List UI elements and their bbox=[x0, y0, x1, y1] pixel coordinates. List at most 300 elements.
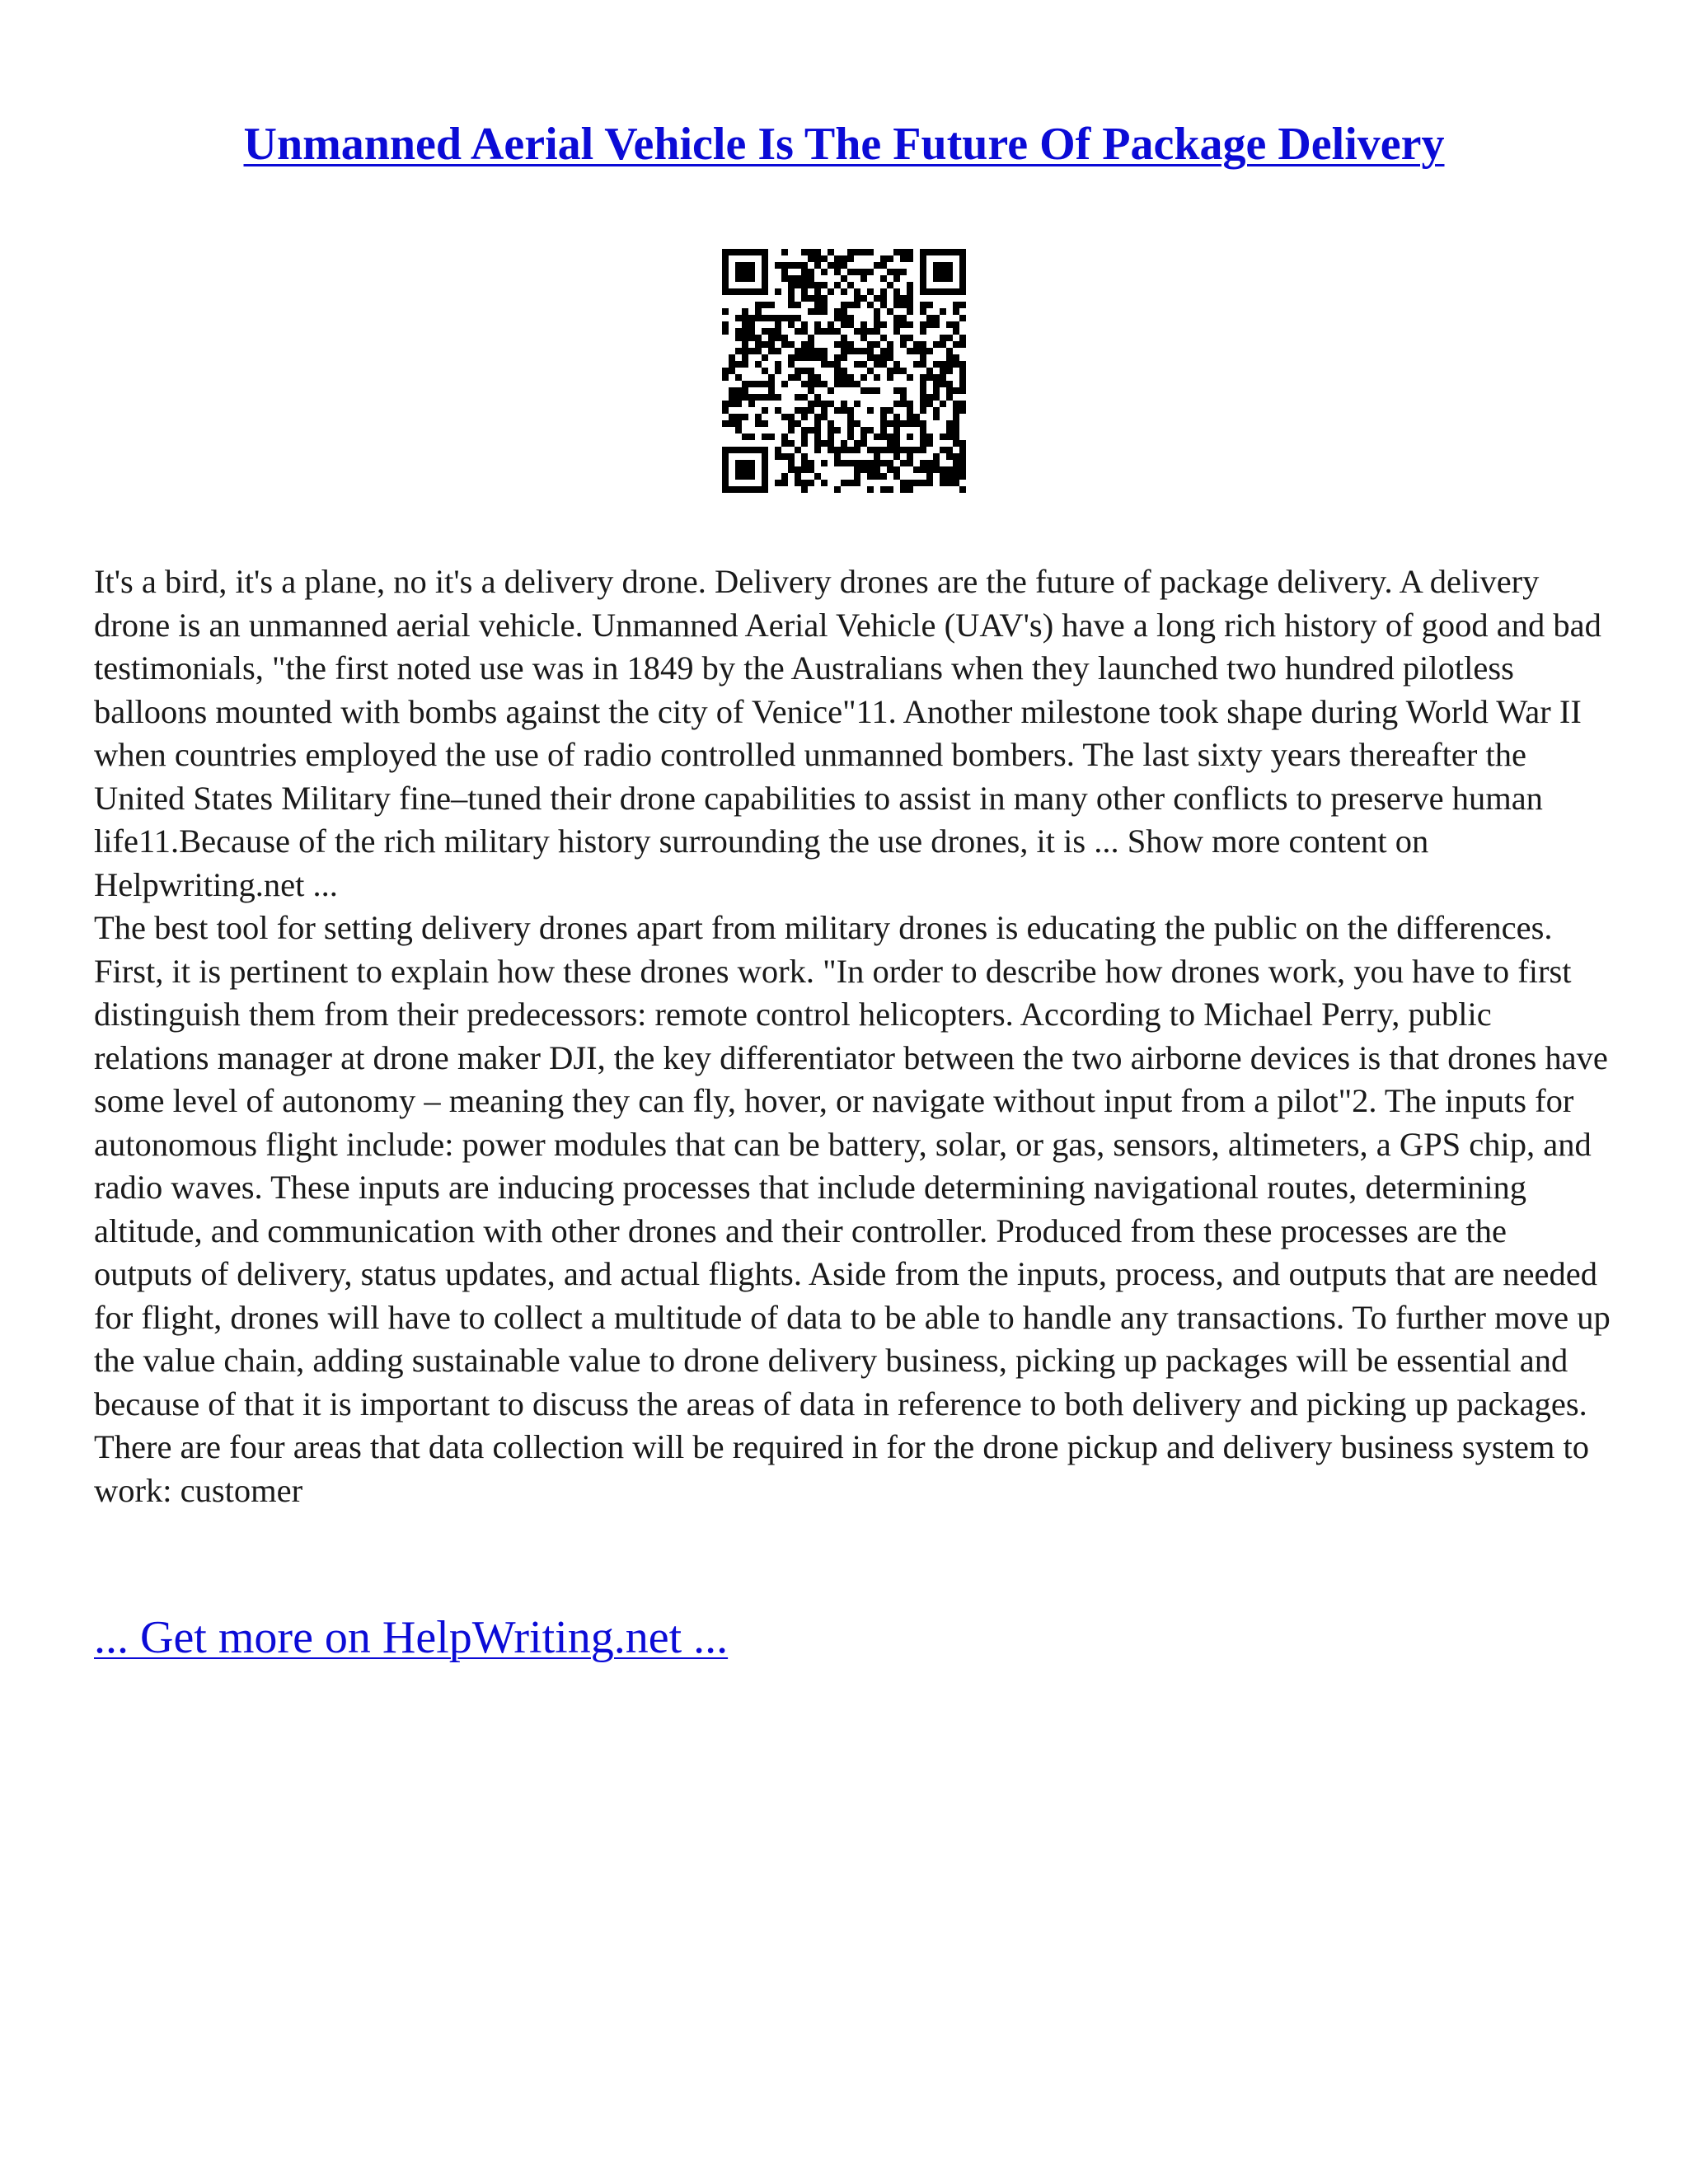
qr-module bbox=[893, 427, 900, 434]
qr-module bbox=[795, 473, 801, 480]
qr-module bbox=[735, 361, 742, 368]
qr-module bbox=[788, 460, 795, 466]
qr-module bbox=[953, 414, 959, 420]
qr-module bbox=[775, 348, 781, 354]
qr-module bbox=[748, 447, 755, 453]
qr-module bbox=[735, 315, 742, 321]
qr-module bbox=[762, 473, 768, 480]
qr-module bbox=[748, 249, 755, 255]
qr-module bbox=[735, 427, 742, 434]
qr-module bbox=[946, 348, 953, 354]
qr-module bbox=[946, 453, 953, 460]
qr-module bbox=[893, 466, 900, 473]
qr-module bbox=[808, 387, 814, 394]
qr-module bbox=[795, 275, 801, 282]
qr-module bbox=[821, 255, 828, 262]
qr-module bbox=[907, 374, 913, 381]
qr-module bbox=[808, 354, 814, 361]
qr-module bbox=[735, 249, 742, 255]
qr-module bbox=[946, 335, 953, 341]
qr-module bbox=[893, 275, 900, 282]
qr-module bbox=[814, 414, 821, 420]
qr-module bbox=[880, 302, 887, 308]
qr-module bbox=[801, 282, 808, 288]
qr-module bbox=[893, 434, 900, 440]
qr-module bbox=[755, 394, 762, 401]
qr-module bbox=[880, 486, 887, 493]
qr-module bbox=[781, 275, 788, 282]
qr-module bbox=[900, 302, 907, 308]
qr-module bbox=[788, 453, 795, 460]
qr-module bbox=[722, 321, 729, 328]
qr-module bbox=[834, 262, 841, 269]
qr-module bbox=[926, 288, 933, 295]
qr-module bbox=[801, 328, 808, 335]
qr-module bbox=[742, 434, 748, 440]
qr-module bbox=[722, 288, 729, 295]
qr-module bbox=[722, 282, 729, 288]
article-body bbox=[94, 560, 1611, 1512]
qr-module bbox=[748, 321, 755, 328]
qr-module bbox=[887, 466, 893, 473]
qr-module bbox=[946, 394, 953, 401]
qr-module bbox=[814, 473, 821, 480]
qr-module bbox=[775, 321, 781, 328]
qr-module bbox=[834, 447, 841, 453]
qr-module bbox=[847, 420, 854, 427]
qr-module bbox=[735, 447, 742, 453]
qr-module bbox=[959, 466, 966, 473]
qr-module bbox=[795, 348, 801, 354]
qr-module bbox=[887, 420, 893, 427]
qr-module bbox=[847, 269, 854, 275]
qr-module bbox=[729, 414, 735, 420]
paragraph-1: It's a bird, it's a plane, no it's a delivery drone. Delivery drones are the future of package delivery. A delivery drone is an unmanned aerial vehicle. Unmanned Aerial Vehicle (UAV's) have a long rich history of good and bad testimonials, "the first noted use was in 1849 by the Australians when they launched two hundred pilotless balloons mounted with bombs against the city of Venice"11. Another milestone took shape during World War II when countries employed the use of radio controlled unmanned bombers. The last sixty years thereafter the United States Military fine–tuned their drone capabilities to assist in many other conflicts to preserve human life11.Because of the rich military history surrounding the use drones, it is ... Show more content on Helpwriting.net ... bbox=[94, 563, 1601, 903]
qr-module bbox=[854, 466, 860, 473]
qr-module bbox=[860, 460, 867, 466]
qr-module bbox=[801, 407, 808, 414]
qr-module bbox=[814, 288, 821, 295]
qr-module bbox=[735, 387, 742, 394]
qr-module bbox=[762, 394, 768, 401]
qr-module bbox=[834, 255, 841, 262]
qr-module bbox=[762, 288, 768, 295]
qr-module bbox=[748, 335, 755, 341]
qr-module bbox=[755, 288, 762, 295]
qr-module bbox=[808, 282, 814, 288]
qr-module bbox=[946, 269, 953, 275]
qr-module bbox=[801, 440, 808, 447]
qr-module bbox=[814, 328, 821, 335]
qr-module bbox=[847, 447, 854, 453]
qr-module bbox=[781, 341, 788, 348]
qr-module bbox=[801, 368, 808, 374]
qr-module bbox=[920, 282, 926, 288]
qr-module bbox=[808, 341, 814, 348]
qr-module bbox=[828, 387, 834, 394]
qr-module bbox=[867, 249, 874, 255]
qr-module bbox=[834, 354, 841, 361]
qr-module bbox=[920, 440, 926, 447]
qr-module bbox=[729, 387, 735, 394]
qr-module bbox=[742, 275, 748, 282]
qr-module bbox=[933, 466, 940, 473]
qr-module bbox=[841, 401, 847, 407]
qr-module bbox=[847, 341, 854, 348]
qr-module bbox=[814, 348, 821, 354]
qr-module bbox=[913, 414, 920, 420]
qr-module bbox=[808, 255, 814, 262]
qr-module bbox=[953, 308, 959, 315]
qr-module bbox=[762, 434, 768, 440]
qr-module bbox=[788, 414, 795, 420]
qr-module bbox=[762, 447, 768, 453]
qr-module bbox=[900, 249, 907, 255]
qr-module bbox=[959, 368, 966, 374]
qr-module bbox=[907, 420, 913, 427]
qr-code-graphic bbox=[722, 249, 966, 493]
qr-module bbox=[722, 368, 729, 374]
qr-module bbox=[900, 480, 907, 486]
qr-module bbox=[926, 460, 933, 466]
qr-module bbox=[933, 407, 940, 414]
qr-module bbox=[874, 321, 880, 328]
qr-module bbox=[828, 262, 834, 269]
qr-module bbox=[722, 460, 729, 466]
qr-module bbox=[847, 374, 854, 381]
qr-module bbox=[940, 466, 946, 473]
qr-module bbox=[722, 486, 729, 493]
qr-module bbox=[940, 361, 946, 368]
qr-module bbox=[940, 447, 946, 453]
qr-module bbox=[722, 401, 729, 407]
qr-module bbox=[860, 387, 867, 394]
qr-module bbox=[795, 328, 801, 335]
qr-module bbox=[762, 341, 768, 348]
qr-module bbox=[874, 466, 880, 473]
qr-module bbox=[828, 249, 834, 255]
qr-module bbox=[874, 341, 880, 348]
qr-module bbox=[808, 348, 814, 354]
qr-module bbox=[841, 440, 847, 447]
qr-module bbox=[926, 401, 933, 407]
qr-module bbox=[900, 368, 907, 374]
qr-module bbox=[795, 368, 801, 374]
qr-module bbox=[959, 302, 966, 308]
qr-module bbox=[900, 335, 907, 341]
qr-module bbox=[867, 447, 874, 453]
qr-module bbox=[860, 348, 867, 354]
qr-module bbox=[775, 453, 781, 460]
qr-module bbox=[953, 249, 959, 255]
qr-module bbox=[867, 269, 874, 275]
qr-module bbox=[841, 348, 847, 354]
qr-module bbox=[933, 381, 940, 387]
qr-module bbox=[821, 269, 828, 275]
qr-module bbox=[834, 341, 841, 348]
qr-module bbox=[808, 335, 814, 341]
qr-module bbox=[801, 341, 808, 348]
qr-module bbox=[893, 249, 900, 255]
qr-module bbox=[742, 269, 748, 275]
qr-module bbox=[926, 302, 933, 308]
qr-module bbox=[933, 269, 940, 275]
qr-module bbox=[795, 447, 801, 453]
qr-module bbox=[808, 368, 814, 374]
qr-module bbox=[748, 460, 755, 466]
qr-module bbox=[953, 466, 959, 473]
qr-module bbox=[933, 414, 940, 420]
qr-module bbox=[854, 288, 860, 295]
qr-module bbox=[926, 466, 933, 473]
qr-module bbox=[907, 282, 913, 288]
qr-module bbox=[887, 440, 893, 447]
qr-module bbox=[860, 335, 867, 341]
qr-module bbox=[834, 368, 841, 374]
qr-module bbox=[933, 387, 940, 394]
qr-module bbox=[907, 335, 913, 341]
qr-module bbox=[742, 249, 748, 255]
qr-module bbox=[959, 341, 966, 348]
qr-module bbox=[722, 473, 729, 480]
qr-module bbox=[834, 427, 841, 434]
qr-module bbox=[946, 368, 953, 374]
qr-module bbox=[814, 374, 821, 381]
qr-module bbox=[762, 480, 768, 486]
qr-module bbox=[926, 374, 933, 381]
qr-module bbox=[775, 361, 781, 368]
qr-module bbox=[821, 401, 828, 407]
qr-module bbox=[959, 440, 966, 447]
qr-module bbox=[874, 295, 880, 302]
qr-module bbox=[742, 466, 748, 473]
qr-module bbox=[841, 407, 847, 414]
qr-module bbox=[893, 447, 900, 453]
qr-module bbox=[880, 288, 887, 295]
qr-module bbox=[907, 249, 913, 255]
qr-module bbox=[847, 315, 854, 321]
qr-module bbox=[940, 341, 946, 348]
qr-module bbox=[841, 480, 847, 486]
qr-module bbox=[748, 328, 755, 335]
qr-module bbox=[722, 420, 729, 427]
qr-module bbox=[933, 361, 940, 368]
qr-module bbox=[788, 288, 795, 295]
qr-module bbox=[735, 335, 742, 341]
qr-module bbox=[821, 328, 828, 335]
qr-module bbox=[893, 302, 900, 308]
qr-module bbox=[762, 255, 768, 262]
qr-module bbox=[854, 480, 860, 486]
qr-module bbox=[735, 348, 742, 354]
qr-module bbox=[722, 255, 729, 262]
qr-module bbox=[735, 473, 742, 480]
qr-module bbox=[834, 328, 841, 335]
qr-module bbox=[847, 434, 854, 440]
qr-module bbox=[933, 460, 940, 466]
qr-module bbox=[722, 275, 729, 282]
qr-module bbox=[860, 269, 867, 275]
qr-module bbox=[781, 480, 788, 486]
qr-module bbox=[860, 295, 867, 302]
qr-module bbox=[847, 348, 854, 354]
qr-module bbox=[808, 374, 814, 381]
qr-module bbox=[801, 354, 808, 361]
qr-module bbox=[762, 368, 768, 374]
qr-module bbox=[867, 473, 874, 480]
qr-module bbox=[808, 460, 814, 466]
qr-module bbox=[887, 486, 893, 493]
qr-module bbox=[953, 420, 959, 427]
qr-module bbox=[880, 335, 887, 341]
qr-module bbox=[821, 480, 828, 486]
qr-module bbox=[768, 328, 775, 335]
qr-module bbox=[722, 466, 729, 473]
qr-module bbox=[762, 315, 768, 321]
qr-module bbox=[900, 321, 907, 328]
qr-module bbox=[959, 255, 966, 262]
qr-module bbox=[907, 321, 913, 328]
qr-module bbox=[920, 249, 926, 255]
qr-module bbox=[841, 447, 847, 453]
qr-module bbox=[841, 381, 847, 387]
qr-module bbox=[940, 473, 946, 480]
qr-module bbox=[788, 440, 795, 447]
qr-module bbox=[801, 249, 808, 255]
qr-module bbox=[775, 480, 781, 486]
qr-module bbox=[775, 335, 781, 341]
qr-module bbox=[814, 440, 821, 447]
qr-module bbox=[880, 275, 887, 282]
qr-module bbox=[854, 381, 860, 387]
qr-module bbox=[828, 447, 834, 453]
qr-module bbox=[795, 262, 801, 269]
qr-module bbox=[900, 255, 907, 262]
document-title-link[interactable]: Unmanned Aerial Vehicle Is The Future Of Package Delivery bbox=[243, 119, 1445, 170]
qr-module bbox=[814, 381, 821, 387]
qr-module bbox=[953, 460, 959, 466]
qr-module bbox=[907, 434, 913, 440]
qr-module bbox=[821, 282, 828, 288]
qr-module bbox=[907, 486, 913, 493]
qr-module bbox=[742, 354, 748, 361]
qr-module bbox=[847, 255, 854, 262]
qr-module bbox=[742, 315, 748, 321]
qr-module bbox=[959, 374, 966, 381]
qr-module bbox=[920, 401, 926, 407]
qr-module bbox=[926, 348, 933, 354]
qr-module bbox=[755, 420, 762, 427]
qr-module bbox=[841, 275, 847, 282]
qr-module bbox=[953, 361, 959, 368]
qr-module bbox=[781, 249, 788, 255]
qr-module bbox=[768, 381, 775, 387]
qr-module bbox=[926, 394, 933, 401]
qr-module bbox=[920, 466, 926, 473]
get-more-link[interactable]: ... Get more on HelpWriting.net ... bbox=[94, 1612, 729, 1663]
qr-module bbox=[907, 348, 913, 354]
qr-module bbox=[953, 387, 959, 394]
qr-module bbox=[762, 453, 768, 460]
qr-module bbox=[735, 262, 742, 269]
qr-module bbox=[808, 269, 814, 275]
qr-module bbox=[959, 453, 966, 460]
qr-module bbox=[801, 427, 808, 434]
qr-module bbox=[834, 374, 841, 381]
qr-module bbox=[900, 420, 907, 427]
qr-module bbox=[735, 269, 742, 275]
qr-module bbox=[729, 249, 735, 255]
qr-module bbox=[801, 288, 808, 295]
qr-module bbox=[735, 420, 742, 427]
qr-module bbox=[933, 262, 940, 269]
qr-module bbox=[742, 262, 748, 269]
qr-module bbox=[880, 460, 887, 466]
qr-module bbox=[893, 387, 900, 394]
qr-module bbox=[795, 282, 801, 288]
qr-module bbox=[854, 401, 860, 407]
qr-module bbox=[940, 401, 946, 407]
qr-module bbox=[860, 275, 867, 282]
qr-module bbox=[920, 394, 926, 401]
qr-module bbox=[880, 434, 887, 440]
qr-module bbox=[762, 249, 768, 255]
qr-module bbox=[748, 466, 755, 473]
qr-module bbox=[887, 282, 893, 288]
qr-module bbox=[781, 381, 788, 387]
qr-module bbox=[788, 321, 795, 328]
qr-module bbox=[874, 328, 880, 335]
qr-module bbox=[907, 460, 913, 466]
qr-module bbox=[808, 308, 814, 315]
qr-module bbox=[742, 308, 748, 315]
qr-module bbox=[946, 447, 953, 453]
qr-module bbox=[907, 480, 913, 486]
qr-module bbox=[887, 354, 893, 361]
qr-module bbox=[814, 401, 821, 407]
qr-module bbox=[742, 288, 748, 295]
qr-module bbox=[788, 315, 795, 321]
qr-module bbox=[907, 401, 913, 407]
document-title[interactable] bbox=[0, 115, 1688, 173]
qr-module bbox=[926, 440, 933, 447]
qr-module bbox=[874, 315, 880, 321]
qr-module bbox=[913, 480, 920, 486]
qr-module bbox=[920, 420, 926, 427]
qr-module bbox=[959, 401, 966, 407]
qr-module bbox=[874, 447, 880, 453]
qr-module bbox=[860, 361, 867, 368]
qr-module bbox=[808, 401, 814, 407]
qr-module bbox=[913, 420, 920, 427]
qr-module bbox=[953, 407, 959, 414]
qr-module bbox=[821, 308, 828, 315]
qr-module bbox=[742, 348, 748, 354]
qr-module bbox=[874, 262, 880, 269]
qr-module bbox=[946, 480, 953, 486]
qr-module bbox=[801, 480, 808, 486]
qr-module bbox=[893, 321, 900, 328]
qr-module bbox=[834, 460, 841, 466]
qr-module bbox=[808, 407, 814, 414]
qr-module bbox=[907, 308, 913, 315]
qr-module bbox=[940, 374, 946, 381]
qr-module bbox=[841, 460, 847, 466]
qr-module bbox=[841, 368, 847, 374]
qr-module bbox=[834, 361, 841, 368]
qr-module bbox=[755, 315, 762, 321]
qr-module bbox=[821, 460, 828, 466]
